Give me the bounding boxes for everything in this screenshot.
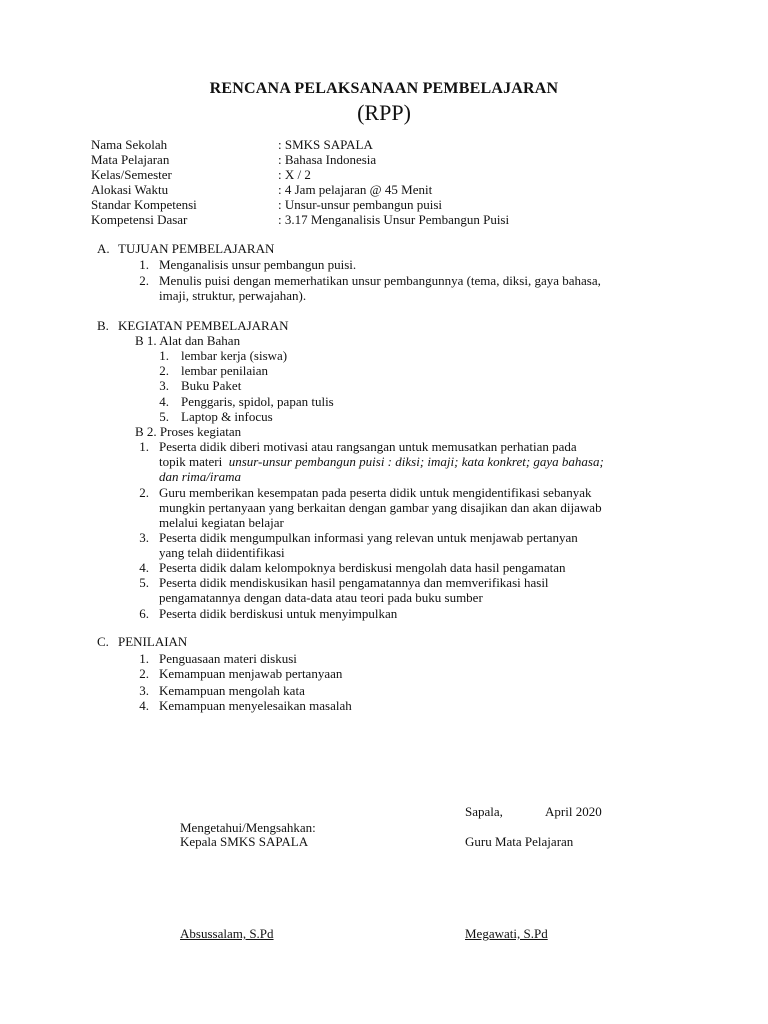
document-subtitle: (RPP) [357, 100, 411, 125]
list-number: 5. [159, 409, 169, 424]
identity-label: Mata Pelajaran [91, 152, 170, 167]
list-number: 3. [159, 378, 169, 393]
section-letter: C. [97, 634, 109, 649]
identity-value: : Unsur-unsur pembangun puisi [278, 197, 443, 212]
list-item-continuation: pengamatannya dengan data-data atau teori pada buku sumber [159, 590, 483, 605]
list-item: Peserta didik dalam kelompoknya berdiskusi mengolah data hasil pengamatan [159, 560, 566, 575]
list-number: 6. [139, 606, 149, 621]
list-item: lembar penilaian [181, 363, 268, 378]
list-item: Penggaris, spidol, papan tulis [181, 394, 334, 409]
list-number: 2. [159, 363, 169, 378]
subsection-title: B 2. Proses kegiatan [135, 424, 242, 439]
list-item: Kemampuan mengolah kata [159, 683, 305, 698]
list-item: Kemampuan menyelesaikan masalah [159, 698, 352, 713]
list-item: Laptop & infocus [181, 409, 273, 424]
list-number: 4. [139, 560, 149, 575]
teacher-title: Guru Mata Pelajaran [465, 834, 574, 849]
approval-label: Mengetahui/Mengsahkan: [180, 820, 316, 835]
list-item: Kemampuan menjawab pertanyaan [159, 666, 343, 681]
list-number: 2. [139, 666, 149, 681]
list-item: lembar kerja (siswa) [181, 348, 288, 363]
list-item-continuation: melalui kegiatan belajar [159, 515, 284, 530]
list-number: 1. [139, 439, 149, 454]
list-item: Menganalisis unsur pembangun puisi. [159, 257, 357, 272]
list-item: Peserta didik berdiskusi untuk menyimpulkan [159, 606, 398, 621]
list-number: 3. [139, 530, 149, 545]
list-item: Peserta didik mengumpulkan informasi yang relevan untuk menjawab pertanyan [159, 530, 578, 545]
section-letter: B. [97, 318, 109, 333]
document-title: RENCANA PELAKSANAAN PEMBELAJARAN [209, 80, 559, 97]
list-item: Buku Paket [181, 378, 242, 393]
section-title: TUJUAN PEMBELAJARAN [118, 241, 275, 256]
identity-value: : X / 2 [278, 167, 311, 182]
signature-place: Sapala, [465, 804, 503, 819]
section-title: PENILAIAN [118, 634, 188, 649]
identity-label: Kompetensi Dasar [91, 212, 188, 227]
identity-label: Alokasi Waktu [91, 182, 169, 197]
list-item: Guru memberikan kesempatan pada peserta didik untuk mengidentifikasi sebanyak [159, 485, 592, 500]
identity-value: : Bahasa Indonesia [278, 152, 377, 167]
topic-text: unsur-unsur pembangun puisi : diksi; imaji; kata konkret; gaya bahasa; [228, 454, 604, 469]
identity-label: Kelas/Semester [91, 167, 172, 182]
list-number: 2. [139, 273, 149, 288]
identity-value: : SMKS SAPALA [278, 137, 373, 152]
list-number: 1. [139, 257, 149, 272]
list-item-continuation: mungkin pertanyaan yang berkaitan dengan gambar yang disajikan dan akan dijawab [159, 500, 602, 515]
principal-title: Kepala SMKS SAPALA [180, 834, 309, 849]
list-item: Menulis puisi dengan memerhatikan unsur pembangunnya (tema, diksi, gaya bahasa, [159, 273, 601, 288]
list-item-continuation [159, 454, 604, 469]
list-item-continuation: imaji, struktur, perwajahan). [159, 288, 307, 303]
topic-label: topik materi [159, 454, 229, 469]
teacher-name: Megawati, S.Pd [465, 926, 548, 941]
list-number: 4. [139, 698, 149, 713]
list-number: 5. [139, 575, 149, 590]
identity-label: Standar Kompetensi [91, 197, 197, 212]
principal-name: Absussalam, S.Pd [180, 926, 274, 941]
section-title: KEGIATAN PEMBELAJARAN [118, 318, 289, 333]
list-number: 4. [159, 394, 169, 409]
list-item-continuation: yang telah diidentifikasi [159, 545, 285, 560]
list-number: 3. [139, 683, 149, 698]
identity-value: : 4 Jam pelajaran @ 45 Menit [278, 182, 433, 197]
list-number: 1. [139, 651, 149, 666]
list-number: 1. [159, 348, 169, 363]
list-item-continuation: dan rima/irama [159, 469, 241, 484]
list-item: Penguasaan materi diskusi [159, 651, 297, 666]
identity-label: Nama Sekolah [91, 137, 168, 152]
subsection-title: B 1. Alat dan Bahan [135, 333, 241, 348]
identity-value: : 3.17 Menganalisis Unsur Pembangun Puisi [278, 212, 510, 227]
list-item: Peserta didik mendiskusikan hasil pengamatannya dan memverifikasi hasil [159, 575, 549, 590]
list-item: Peserta didik diberi motivasi atau rangsangan untuk memusatkan perhatian pada [159, 439, 577, 454]
signature-date: April 2020 [545, 804, 602, 819]
list-number: 2. [139, 485, 149, 500]
section-letter: A. [97, 241, 110, 256]
